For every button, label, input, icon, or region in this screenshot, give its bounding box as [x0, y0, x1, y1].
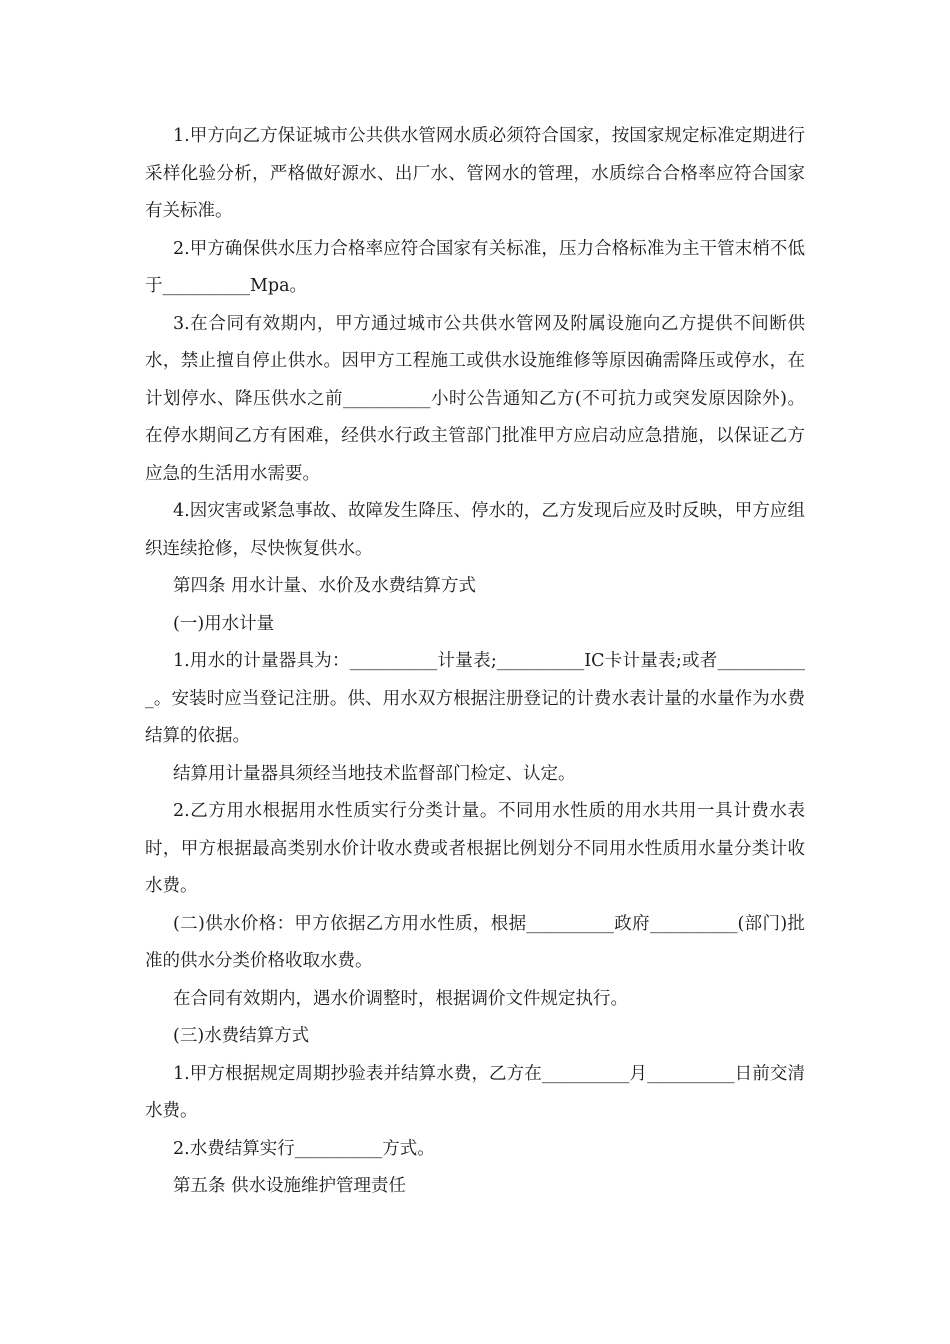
clause-settlement-method: 2.水费结算实行__________方式。 — [173, 1138, 435, 1159]
clause-water-pressure: 2.甲方确保供水压力合格率应符合国家有关标准，压力合格标准为主干管末梢不低于__________Mpa。 — [145, 238, 805, 296]
document-body — [145, 118, 805, 1206]
clause-continuous-supply: 3.在合同有效期内，甲方通过城市公共供水管网及附属设施向乙方提供不间断供水，禁止擅自停止供水。因甲方工程施工或供水设施维修等原因确需降压或停水，在计划停水、降压供水之前__________小时公告通知乙方(不可抗力或突发原因除外)。在停水期间乙方有困难，经供水行政主管部门批准甲方应启动应急措施，以保证乙方应急的生活用水需要。 — [145, 313, 805, 484]
section-water-price: (二)供水价格：甲方依据乙方用水性质，根据__________政府__________(部门)批准的供水分类价格收取水费。 — [145, 913, 805, 971]
article-5-heading: 第五条 供水设施维护管理责任 — [173, 1176, 407, 1196]
article-4-heading: 第四条 用水计量、水价及水费结算方式 — [173, 576, 477, 596]
clause-classified-metering: 2.乙方用水根据用水性质实行分类计量。不同用水性质的用水共用一具计费水表时，甲方根据最高类别水价计收水费或者根据比例划分不同用水性质用水量分类计收水费。 — [145, 801, 805, 896]
clause-emergency-repair: 4.因灾害或紧急事故、故障发生降压、停水的，乙方发现后应及时反映，甲方应组织连续抢修，尽快恢复供水。 — [145, 501, 805, 559]
clause-metering-devices: 1.用水的计量器具为：__________计量表;__________IC卡计量表;或者___________。安装时应当登记注册。供、用水双方根据注册登记的计费水表计量的水量作为水费结算的依据。 — [145, 651, 805, 746]
clause-meter-verification: 结算用计量器具须经当地技术监督部门检定、认定。 — [173, 763, 576, 784]
section-settlement-heading: (三)水费结算方式 — [173, 1026, 310, 1046]
clause-water-quality: 1.甲方向乙方保证城市公共供水管网水质必须符合国家，按国家规定标准定期进行采样化验分析，严格做好源水、出厂水、管网水的管理，水质综合合格率应符合国家有关标准。 — [145, 126, 805, 221]
section-metering-heading: (一)用水计量 — [173, 613, 275, 634]
clause-price-adjustment: 在合同有效期内，遇水价调整时，根据调价文件规定执行。 — [173, 988, 628, 1009]
clause-settlement-period: 1.甲方根据规定周期抄验表并结算水费，乙方在__________月__________日前交清水费。 — [145, 1063, 805, 1121]
